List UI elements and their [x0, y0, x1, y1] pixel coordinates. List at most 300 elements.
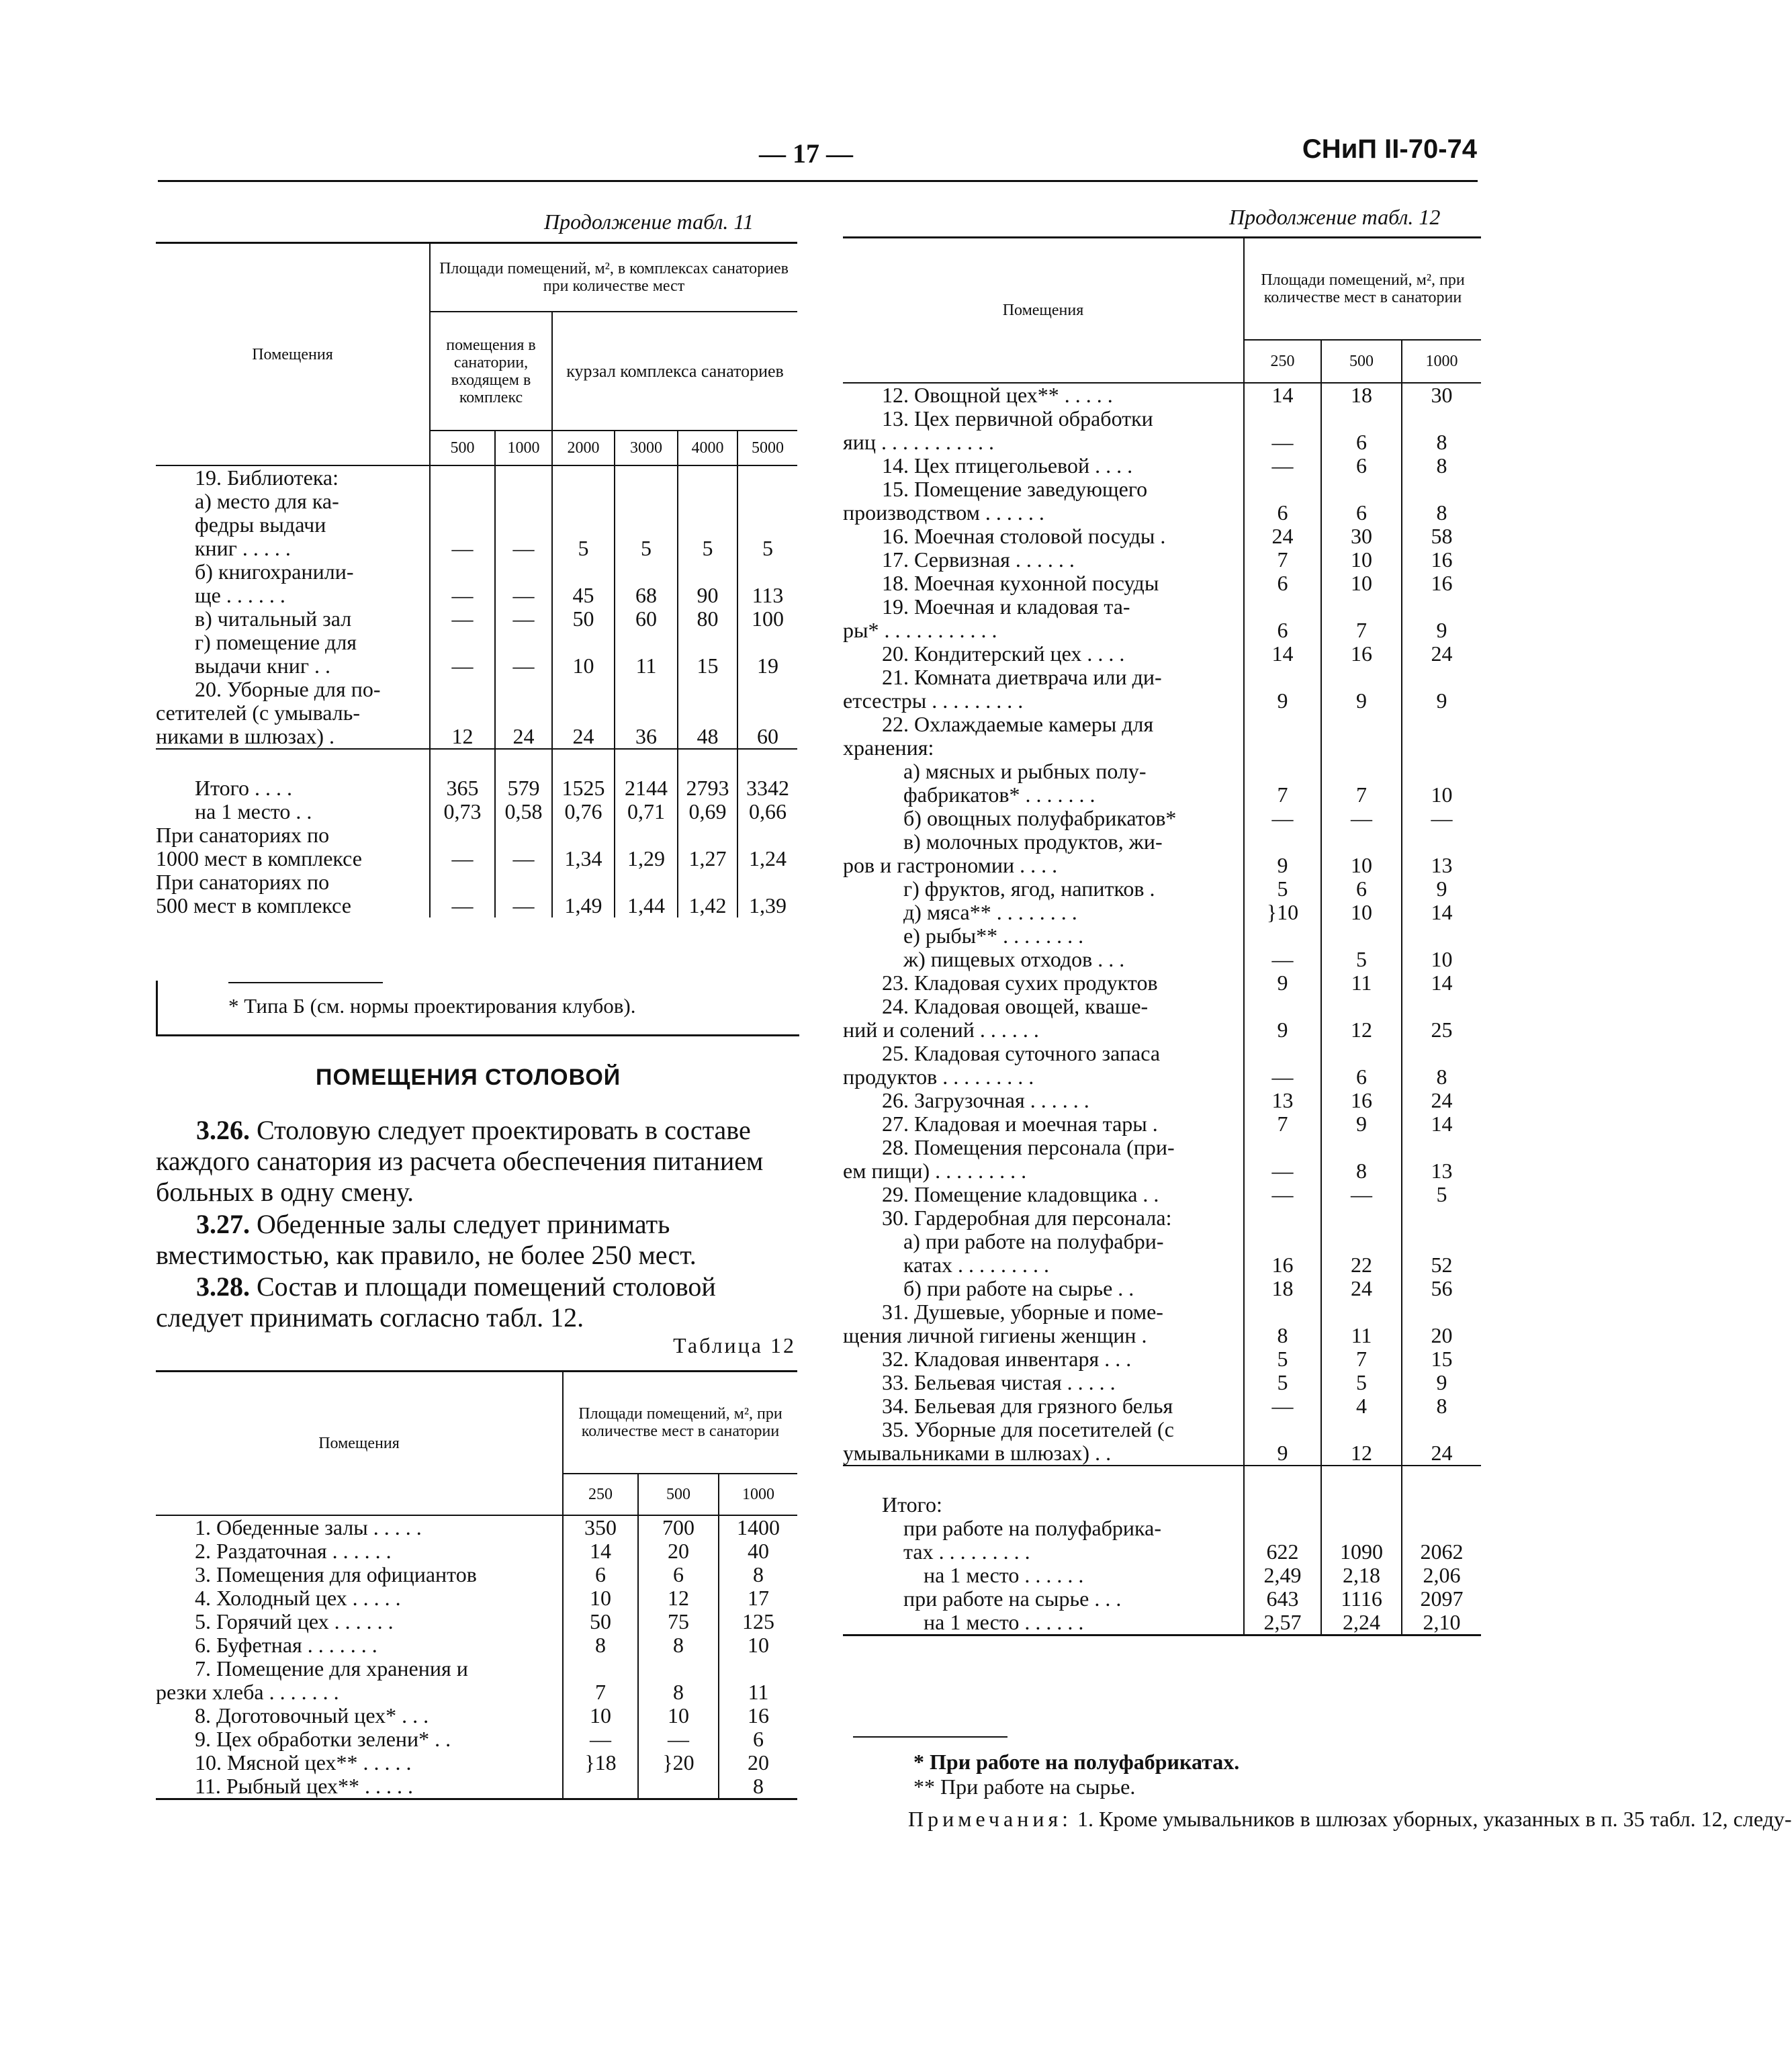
area-value: 6	[1321, 877, 1402, 901]
area-value: 16	[1402, 548, 1481, 572]
area-value: 52	[1402, 1253, 1481, 1277]
area-value	[678, 870, 737, 894]
area-value: 10	[1321, 901, 1402, 924]
area-value	[1402, 830, 1481, 854]
table-row	[843, 501, 1481, 525]
area-value	[615, 465, 678, 490]
area-value: 0,66	[737, 800, 797, 823]
area-value: 7	[1321, 783, 1402, 807]
area-value: 12	[430, 725, 495, 749]
area-value	[1244, 1493, 1321, 1517]
area-value	[615, 870, 678, 894]
area-value: 16	[1402, 572, 1481, 595]
area-value: 1,49	[552, 894, 615, 917]
table-row	[156, 678, 797, 701]
table-row	[156, 1633, 797, 1657]
room-name: производством . . . . . .	[843, 500, 1044, 525]
area-value	[1244, 407, 1321, 431]
table-row	[156, 607, 797, 631]
spacer-cell	[1244, 1466, 1321, 1493]
area-value: —	[430, 537, 495, 560]
area-value	[1402, 1418, 1481, 1441]
room-name: 21. Комната диетврача или ди-	[882, 665, 1162, 689]
table-row	[843, 1418, 1481, 1441]
table-row	[843, 1206, 1481, 1230]
area-value: 2,49	[1244, 1564, 1321, 1587]
area-value: 30	[1321, 525, 1402, 548]
table-11	[156, 242, 797, 917]
area-value	[430, 870, 495, 894]
area-value: }18	[563, 1751, 638, 1775]
area-value: —	[563, 1728, 638, 1751]
table-row	[156, 513, 797, 537]
area-value: 579	[495, 776, 552, 800]
area-value: 8	[719, 1563, 797, 1586]
area-value: 8	[563, 1633, 638, 1657]
area-value: 18	[1244, 1277, 1321, 1300]
area-value: 100	[737, 607, 797, 631]
area-value	[1402, 713, 1481, 736]
area-value	[495, 823, 552, 847]
room-name: 12. Овощной цех** . . . . .	[882, 383, 1113, 407]
total-row	[156, 776, 797, 800]
room-name: б) книгохранили-	[195, 559, 354, 584]
area-value: 3342	[737, 776, 797, 800]
table-row	[843, 1300, 1481, 1324]
area-value: 1090	[1321, 1540, 1402, 1564]
room-name: 15. Помещение заведующего	[882, 477, 1148, 501]
room-name: Итого:	[882, 1492, 942, 1517]
area-value: 10	[1321, 572, 1402, 595]
room-name: фабрикатов* . . . . . . .	[903, 782, 1095, 807]
area-value: 0,71	[615, 800, 678, 823]
area-value: 1116	[1321, 1587, 1402, 1611]
area-value: 8	[1402, 431, 1481, 454]
table-row	[156, 1775, 797, 1799]
room-name: 10. Мясной цех** . . . . .	[195, 1750, 412, 1775]
table-row	[843, 1018, 1481, 1042]
area-value: 8	[1402, 1394, 1481, 1418]
room-name: 22. Охлаждаемые камеры для	[882, 712, 1154, 736]
area-value	[495, 631, 552, 654]
area-value: —	[1321, 807, 1402, 830]
table-row	[843, 619, 1481, 642]
total-row	[843, 1587, 1481, 1611]
area-value	[615, 631, 678, 654]
area-value: —	[1244, 454, 1321, 478]
area-value: —	[1244, 1065, 1321, 1089]
area-value	[1321, 1517, 1402, 1540]
area-value: 0,69	[678, 800, 737, 823]
col-header-sanatorium: помещения в санатории, входящем в комплекс	[430, 312, 552, 431]
area-value: —	[430, 654, 495, 678]
spacer-cell	[495, 749, 552, 776]
table-row	[843, 454, 1481, 478]
area-value: 700	[638, 1515, 719, 1539]
footnote-raw: ** При работе на сырье.	[913, 1775, 1136, 1799]
area-value: 14	[1402, 901, 1481, 924]
area-value	[737, 490, 797, 513]
area-value: 18	[1321, 383, 1402, 407]
area-value: 2144	[615, 776, 678, 800]
area-value: 1,39	[737, 894, 797, 917]
area-value: 1,27	[678, 847, 737, 870]
table-row	[843, 830, 1481, 854]
table-row	[843, 689, 1481, 713]
area-value	[430, 631, 495, 654]
room-name: в) читальный зал	[195, 607, 352, 631]
room-name: а) при работе на полуфабри-	[903, 1229, 1164, 1253]
area-value: 0,73	[430, 800, 495, 823]
room-name: ще . . . . . .	[195, 583, 285, 607]
area-value: 16	[719, 1704, 797, 1728]
area-value	[1402, 760, 1481, 783]
table-row	[156, 1563, 797, 1586]
table-row	[843, 1136, 1481, 1159]
total-row	[843, 1564, 1481, 1587]
table-row	[843, 948, 1481, 971]
area-value: 0,58	[495, 800, 552, 823]
area-value	[737, 513, 797, 537]
area-value	[1321, 760, 1402, 783]
area-value: 2,18	[1321, 1564, 1402, 1587]
total-row	[843, 1540, 1481, 1564]
room-name: при работе на сырье . . .	[903, 1586, 1122, 1611]
area-value	[615, 823, 678, 847]
room-name: 29. Помещение кладовщика . .	[882, 1182, 1159, 1206]
table-row	[156, 725, 797, 749]
area-value	[1244, 1136, 1321, 1159]
table-row	[843, 407, 1481, 431]
table-row	[843, 1089, 1481, 1112]
table-row	[843, 1441, 1481, 1466]
area-value: —	[495, 654, 552, 678]
table-12-continuation-caption: Продолжение табл. 12	[1229, 205, 1441, 229]
area-value: 12	[1321, 1018, 1402, 1042]
area-value: 20	[638, 1539, 719, 1563]
area-value: 25	[1402, 1018, 1481, 1042]
area-value: 14	[1244, 642, 1321, 666]
area-value: —	[430, 607, 495, 631]
table-row	[156, 1657, 797, 1680]
area-value	[1244, 1517, 1321, 1540]
area-value: 5	[552, 537, 615, 560]
area-value: 0,76	[552, 800, 615, 823]
area-value	[1402, 595, 1481, 619]
area-value	[615, 560, 678, 584]
room-name: 30. Гардеробная для персонала:	[882, 1206, 1172, 1230]
area-value	[737, 465, 797, 490]
table-row	[156, 1610, 797, 1633]
col-500: 500	[638, 1474, 719, 1515]
room-name: 33. Бельевая чистая . . . . .	[882, 1370, 1116, 1394]
area-value	[1321, 1230, 1402, 1253]
area-value: 17	[719, 1586, 797, 1610]
area-value: 5	[615, 537, 678, 560]
area-value: 7	[1321, 1347, 1402, 1371]
room-name: книг . . . . .	[195, 536, 291, 560]
area-value: 80	[678, 607, 737, 631]
room-name: а) место для ка-	[195, 489, 339, 513]
area-value	[1244, 1206, 1321, 1230]
area-value	[638, 1657, 719, 1680]
area-value	[1244, 478, 1321, 501]
area-value: 8	[638, 1680, 719, 1704]
area-value: 9	[1244, 971, 1321, 995]
area-value: 56	[1402, 1277, 1481, 1300]
area-value: 60	[737, 725, 797, 749]
header-rule	[158, 180, 1478, 182]
total-row	[156, 894, 797, 917]
area-value: 10	[1321, 854, 1402, 877]
table-row	[843, 760, 1481, 783]
area-value	[1402, 1517, 1481, 1540]
area-value: 1525	[552, 776, 615, 800]
area-value	[615, 490, 678, 513]
room-name: 9. Цех обработки зелени* . .	[195, 1727, 451, 1751]
area-value: 2097	[1402, 1587, 1481, 1611]
area-value: 14	[1402, 971, 1481, 995]
area-value: 13	[1402, 854, 1481, 877]
area-value: 6	[1244, 501, 1321, 525]
area-value: 113	[737, 584, 797, 607]
room-name: 5. Горячий цех . . . . . .	[195, 1609, 394, 1633]
area-value: 30	[1402, 383, 1481, 407]
area-value: 8	[1402, 501, 1481, 525]
table-row	[843, 924, 1481, 948]
area-value: 24	[552, 725, 615, 749]
room-name: 6. Буфетная . . . . . . .	[195, 1633, 377, 1657]
area-value	[552, 560, 615, 584]
area-value: 2,57	[1244, 1611, 1321, 1635]
area-value	[563, 1775, 638, 1799]
footnote-rule	[228, 982, 383, 983]
col-4000: 4000	[678, 431, 737, 465]
table-row	[843, 1230, 1481, 1253]
area-value: 10	[719, 1633, 797, 1657]
spacer-cell	[1402, 1466, 1481, 1493]
room-name: 35. Уборные для посетителей (с	[882, 1417, 1174, 1441]
area-value: 24	[1402, 642, 1481, 666]
area-value: 24	[495, 725, 552, 749]
area-value: 7	[1321, 619, 1402, 642]
area-value	[678, 490, 737, 513]
area-value: 6	[1321, 501, 1402, 525]
area-value: 9	[1244, 1018, 1321, 1042]
room-name: резки хлеба . . . . . . .	[156, 1680, 339, 1704]
area-value: 8	[719, 1775, 797, 1799]
spacer-cell	[615, 749, 678, 776]
col-1000: 1000	[719, 1474, 797, 1515]
table-row	[843, 877, 1481, 901]
area-value	[1402, 1230, 1481, 1253]
area-value	[1244, 1300, 1321, 1324]
area-value: 10	[552, 654, 615, 678]
area-value	[495, 560, 552, 584]
col-header-area: Площади помещений, м², при количестве мест в санатории	[1244, 238, 1481, 341]
area-value: 13	[1402, 1159, 1481, 1183]
area-value	[495, 490, 552, 513]
room-name: хранения:	[843, 735, 934, 760]
col-header-rooms: Помещения	[156, 243, 430, 466]
area-value: 14	[1244, 383, 1321, 407]
area-value: —	[430, 584, 495, 607]
area-value: 6	[1321, 454, 1402, 478]
col-3000: 3000	[615, 431, 678, 465]
area-value: 11	[719, 1680, 797, 1704]
area-value	[737, 823, 797, 847]
room-name: 28. Помещения персонала (при-	[882, 1135, 1175, 1159]
room-name: 19. Библиотека:	[195, 465, 339, 490]
area-value: 50	[563, 1610, 638, 1633]
room-name: ры* . . . . . . . . . . .	[843, 618, 997, 642]
area-value: 11	[1321, 1324, 1402, 1347]
room-name: ем пищи) . . . . . . . . .	[843, 1159, 1027, 1183]
table-row	[156, 1515, 797, 1539]
area-value	[430, 465, 495, 490]
spacer-row	[156, 749, 797, 776]
area-value	[495, 465, 552, 490]
room-name: на 1 место . . . . . .	[843, 1611, 1244, 1635]
table-row	[843, 548, 1481, 572]
col-500: 500	[1321, 340, 1402, 383]
area-value: 8	[1402, 454, 1481, 478]
area-value: 75	[638, 1610, 719, 1633]
table-row	[843, 971, 1481, 995]
table-row	[843, 595, 1481, 619]
area-value: —	[430, 847, 495, 870]
area-value	[737, 701, 797, 725]
area-value: 9	[1402, 619, 1481, 642]
area-value	[1402, 995, 1481, 1018]
total-row	[156, 823, 797, 847]
area-value: 19	[737, 654, 797, 678]
table-row	[843, 1324, 1481, 1347]
area-value	[430, 560, 495, 584]
area-value: 24	[1244, 525, 1321, 548]
table-row	[843, 1277, 1481, 1300]
room-name: б) овощных полуфабрикатов*	[903, 806, 1177, 830]
table-row	[843, 901, 1481, 924]
room-name: катах . . . . . . . . .	[903, 1253, 1050, 1277]
table-row	[843, 1159, 1481, 1183]
room-name: г) помещение для	[195, 630, 357, 654]
area-value: 7	[1244, 548, 1321, 572]
area-value: 8	[1321, 1159, 1402, 1183]
room-name: 23. Кладовая сухих продуктов	[882, 971, 1158, 995]
area-value: —	[1244, 1183, 1321, 1206]
room-name: 1000 мест в комплексе	[156, 846, 362, 870]
area-value: 12	[638, 1586, 719, 1610]
spacer-cell	[552, 749, 615, 776]
area-value	[1402, 666, 1481, 689]
col-1000: 1000	[495, 431, 552, 465]
table-row	[156, 584, 797, 607]
area-value: 22	[1321, 1253, 1402, 1277]
table-row	[843, 995, 1481, 1018]
area-value: 11	[615, 654, 678, 678]
area-value	[1244, 995, 1321, 1018]
area-value	[1321, 407, 1402, 431]
area-value: 1,29	[615, 847, 678, 870]
area-value	[1402, 407, 1481, 431]
area-value: }20	[638, 1751, 719, 1775]
room-name: б) при работе на сырье . .	[903, 1276, 1134, 1300]
room-name: никами в шлюзах) .	[156, 724, 335, 748]
area-value	[737, 631, 797, 654]
area-value: 5	[1244, 1347, 1321, 1371]
area-value	[552, 823, 615, 847]
room-name: д) мяса** . . . . . . . .	[903, 900, 1077, 924]
area-value: —	[495, 894, 552, 917]
area-value	[552, 490, 615, 513]
area-value	[615, 701, 678, 725]
room-name: при работе на полуфабрика-	[903, 1516, 1161, 1540]
area-value	[552, 631, 615, 654]
area-value	[563, 1657, 638, 1680]
room-name: 7. Помещение для хранения и	[195, 1656, 468, 1680]
area-value	[1321, 1300, 1402, 1324]
table-row	[843, 666, 1481, 689]
paragraph-3-27: 3.27. Обеденные залы следует принимать вместимостью, как правило, не более 250 мест.	[156, 1209, 697, 1270]
table-row	[156, 1728, 797, 1751]
area-value	[737, 678, 797, 701]
table-12-part-2	[843, 236, 1481, 1636]
room-name: 17. Сервизная . . . . . .	[882, 547, 1075, 572]
area-value: 622	[1244, 1540, 1321, 1564]
area-value: 5	[678, 537, 737, 560]
area-value	[1402, 1042, 1481, 1065]
area-value: 2,10	[1402, 1611, 1481, 1635]
page-number: — 17 —	[759, 138, 853, 169]
area-value: —	[1402, 807, 1481, 830]
table-row	[843, 1394, 1481, 1418]
col-2000: 2000	[552, 431, 615, 465]
area-value: 58	[1402, 525, 1481, 548]
area-value: 2,24	[1321, 1611, 1402, 1635]
room-name: ний и солений . . . . . .	[843, 1018, 1039, 1042]
area-value	[678, 631, 737, 654]
room-name: ров и гастрономии . . . .	[843, 853, 1058, 877]
table-row	[843, 431, 1481, 454]
table-row	[156, 1751, 797, 1775]
section-title: ПОМЕЩЕНИЯ СТОЛОВОЙ	[316, 1065, 621, 1090]
area-value	[1321, 1136, 1402, 1159]
area-value	[1321, 1206, 1402, 1230]
area-value	[1321, 478, 1402, 501]
area-value	[495, 513, 552, 537]
spacer-cell	[843, 1466, 1244, 1493]
room-name: ж) пищевых отходов . . .	[903, 947, 1125, 971]
area-value: 60	[615, 607, 678, 631]
area-value: —	[1244, 1394, 1321, 1418]
area-value	[737, 870, 797, 894]
area-value: 10	[1402, 783, 1481, 807]
paragraph-3-26: 3.26. Столовую следует проектировать в составе каждого санатория из расчета обеспечения питанием больных в одну смену.	[156, 1115, 764, 1207]
area-value	[1402, 1206, 1481, 1230]
room-name: 13. Цех первичной обработки	[882, 406, 1153, 431]
area-value: 2793	[678, 776, 737, 800]
area-value	[719, 1657, 797, 1680]
area-value: 13	[1244, 1089, 1321, 1112]
area-value: 6	[563, 1563, 638, 1586]
room-name: щения личной гигиены женщин .	[843, 1323, 1147, 1347]
area-value	[495, 870, 552, 894]
area-value: 6	[1321, 1065, 1402, 1089]
footnote-rule	[853, 1736, 1007, 1738]
area-value: —	[495, 847, 552, 870]
col-5000: 5000	[737, 431, 797, 465]
